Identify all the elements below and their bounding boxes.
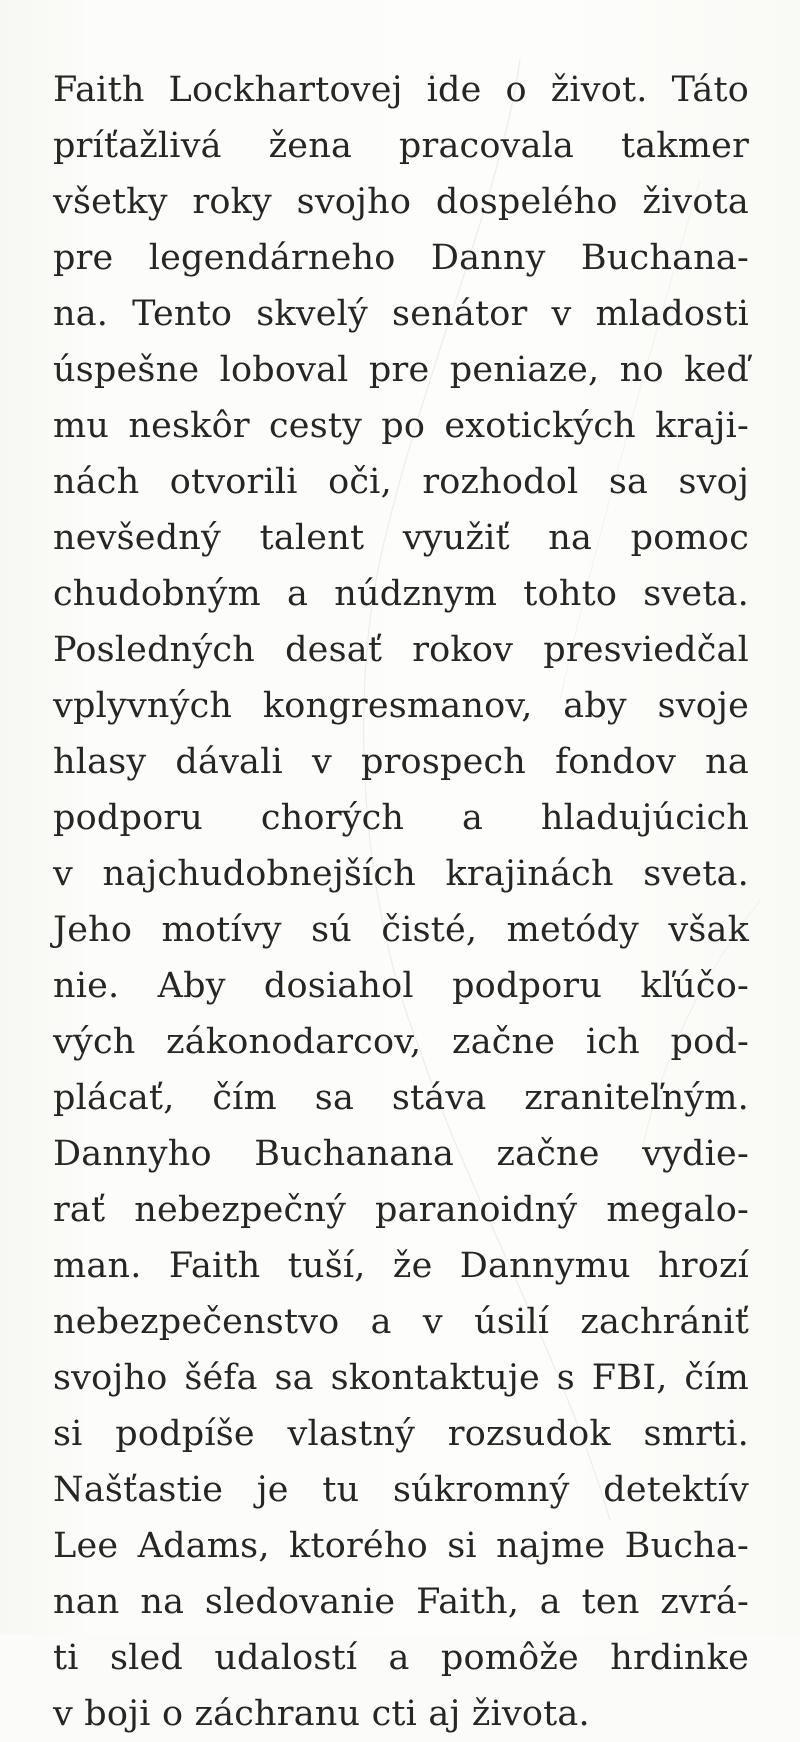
text-line-10: chudobným a núdznym tohto sveta. (53, 574, 749, 614)
text-line-17: nie. Aby dosiahol podporu kľúčo- (53, 966, 749, 1006)
text-line-13: hlasy dávali v prospech fondov na (53, 742, 749, 782)
text-line-24: svojho šéfa sa skontaktuje s FBI, čím (53, 1358, 749, 1398)
text-line-30: v boji o záchranu cti aj života. (53, 1694, 590, 1734)
text-line-16: Jeho motívy sú čisté, metódy však (53, 910, 749, 950)
text-line-9: nevšedný talent využiť na pomoc (53, 518, 749, 558)
text-line-6: úspešne loboval pre peniaze, no keď (53, 350, 749, 390)
text-line-29: ti sled udalostí a pomôže hrdinke (53, 1638, 749, 1678)
text-line-4: pre legendárneho Danny Buchana- (53, 238, 749, 278)
text-line-8: nách otvorili oči, rozhodol sa svoj (53, 462, 749, 502)
text-line-21: rať nebezpečný paranoidný megalo- (53, 1190, 749, 1230)
text-line-25: si podpíše vlastný rozsudok smrti. (53, 1414, 749, 1454)
text-line-12: vplyvných kongresmanov, aby svoje (53, 686, 749, 726)
text-line-5: na. Tento skvelý senátor v mladosti (53, 294, 749, 334)
text-line-11: Posledných desať rokov presviedčal (53, 630, 749, 670)
text-line-27: Lee Adams, ktorého si najme Bucha- (53, 1526, 749, 1566)
text-line-26: Našťastie je tu súkromný detektív (53, 1470, 749, 1510)
text-line-20: Dannyho Buchanana začne vydie- (53, 1134, 749, 1174)
text-line-15: v najchudobnejších krajinách sveta. (53, 854, 749, 894)
text-line-7: mu neskôr cesty po exotických kraji- (53, 406, 749, 446)
text-line-22: man. Faith tuší, že Dannymu hrozí (53, 1246, 749, 1286)
blurb-text (53, 62, 749, 1742)
text-line-19: plácať, čím sa stáva zraniteľným. (53, 1078, 749, 1118)
text-line-18: vých zákonodarcov, začne ich pod- (53, 1022, 749, 1062)
text-line-23: nebezpečenstvo a v úsilí zachrániť (53, 1302, 749, 1342)
text-line-2: príťažlivá žena pracovala takmer (53, 126, 749, 166)
text-line-14: podporu chorých a hladujúcich (53, 798, 749, 838)
text-line-28: nan na sledovanie Faith, a ten zvrá- (53, 1582, 749, 1622)
text-line-3: všetky roky svojho dospelého života (53, 182, 749, 222)
text-line-1: Faith Lockhartovej ide o život. Táto (53, 70, 749, 110)
